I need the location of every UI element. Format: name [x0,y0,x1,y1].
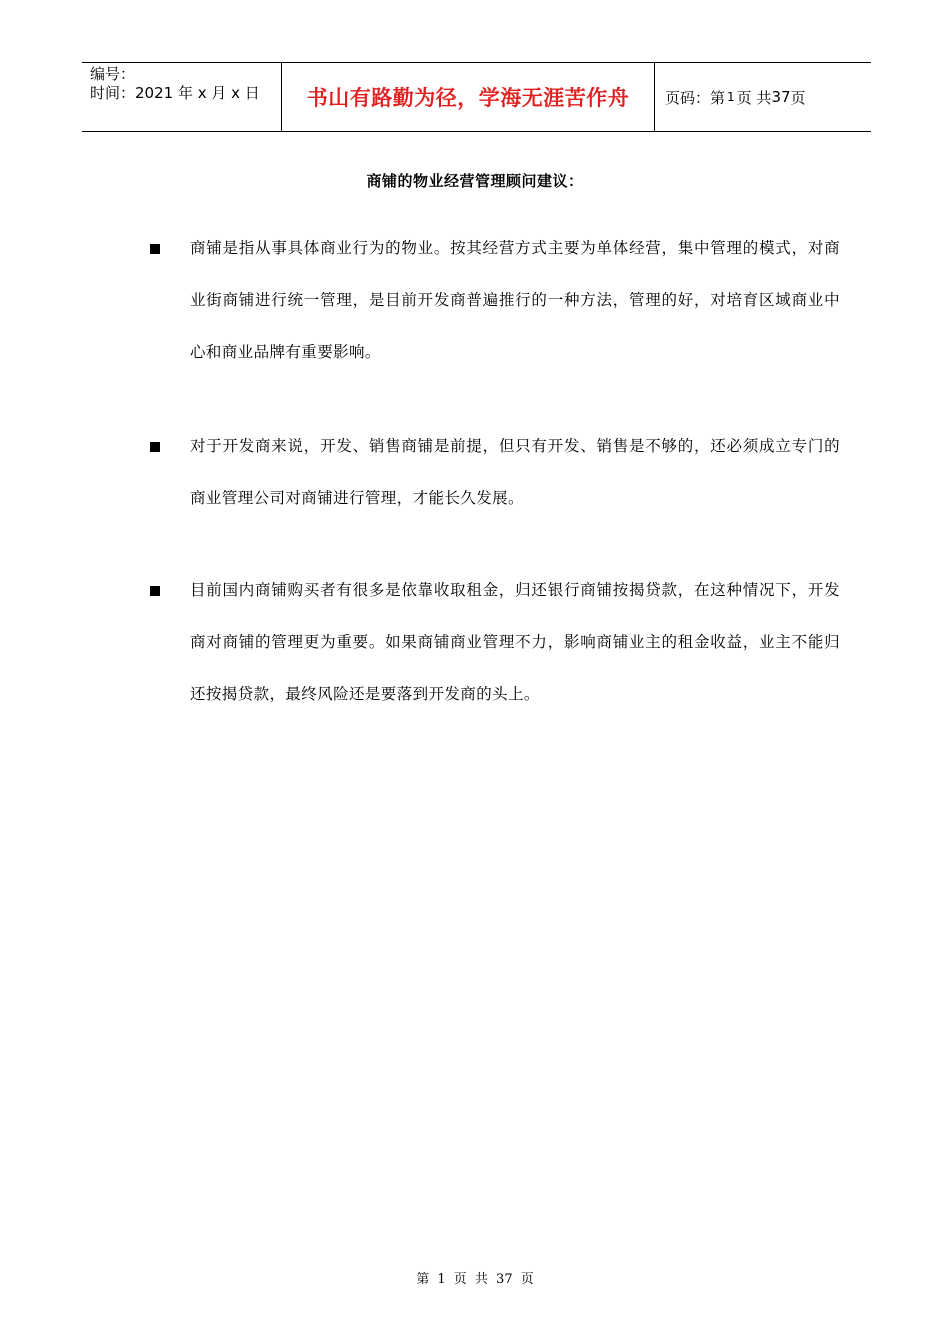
page-current: 1 [727,90,735,104]
square-bullet-icon [150,244,160,254]
motto-cell [282,63,655,131]
page-mid: 页 共 [736,88,772,107]
square-bullet-icon [150,442,160,452]
motto-text: 书山有路勤为径，学海无涯苦作舟 [306,86,630,110]
number-label: 编号： [90,65,136,83]
paragraph-text: 对于开发商来说，开发、销售商铺是前提，但只有开发、销售是不够的，还必须成立专门的商业管理公司对商铺进行管理，才能长久发展。 [190,437,840,507]
page-total: 37 [771,88,791,106]
document-header [82,62,871,132]
page-prefix: 页码：第 [665,88,726,107]
page-footer: 第 1 页 共 37 页 [416,1272,534,1287]
page-number-cell [655,63,871,131]
document-title: 商铺的物业经营管理顾问建议： [366,172,584,190]
paragraph-item [150,436,840,524]
square-bullet-icon [150,586,160,596]
time-label: 时间：2021 年 x 月 x 日 [90,84,260,102]
header-info-cell [82,63,282,131]
page-suffix: 页 [790,88,806,107]
paragraph-text: 目前国内商铺购买者有很多是依靠收取租金，归还银行商铺按揭贷款，在这种情况下，开发商对商铺的管理更为重要。如果商铺商业管理不力，影响商铺业主的租金收益，业主不能归还按揭贷款，最终风险还是要落到开发商的头上。 [190,581,840,703]
paragraph-item [150,580,840,720]
paragraph-item [150,238,840,378]
paragraph-text: 商铺是指从事具体商业行为的物业。按其经营方式主要为单体经营，集中管理的模式，对商业街商铺进行统一管理，是目前开发商普遍推行的一种方法，管理的好，对培育区域商业中心和商业品牌有重要影响。 [190,239,840,361]
